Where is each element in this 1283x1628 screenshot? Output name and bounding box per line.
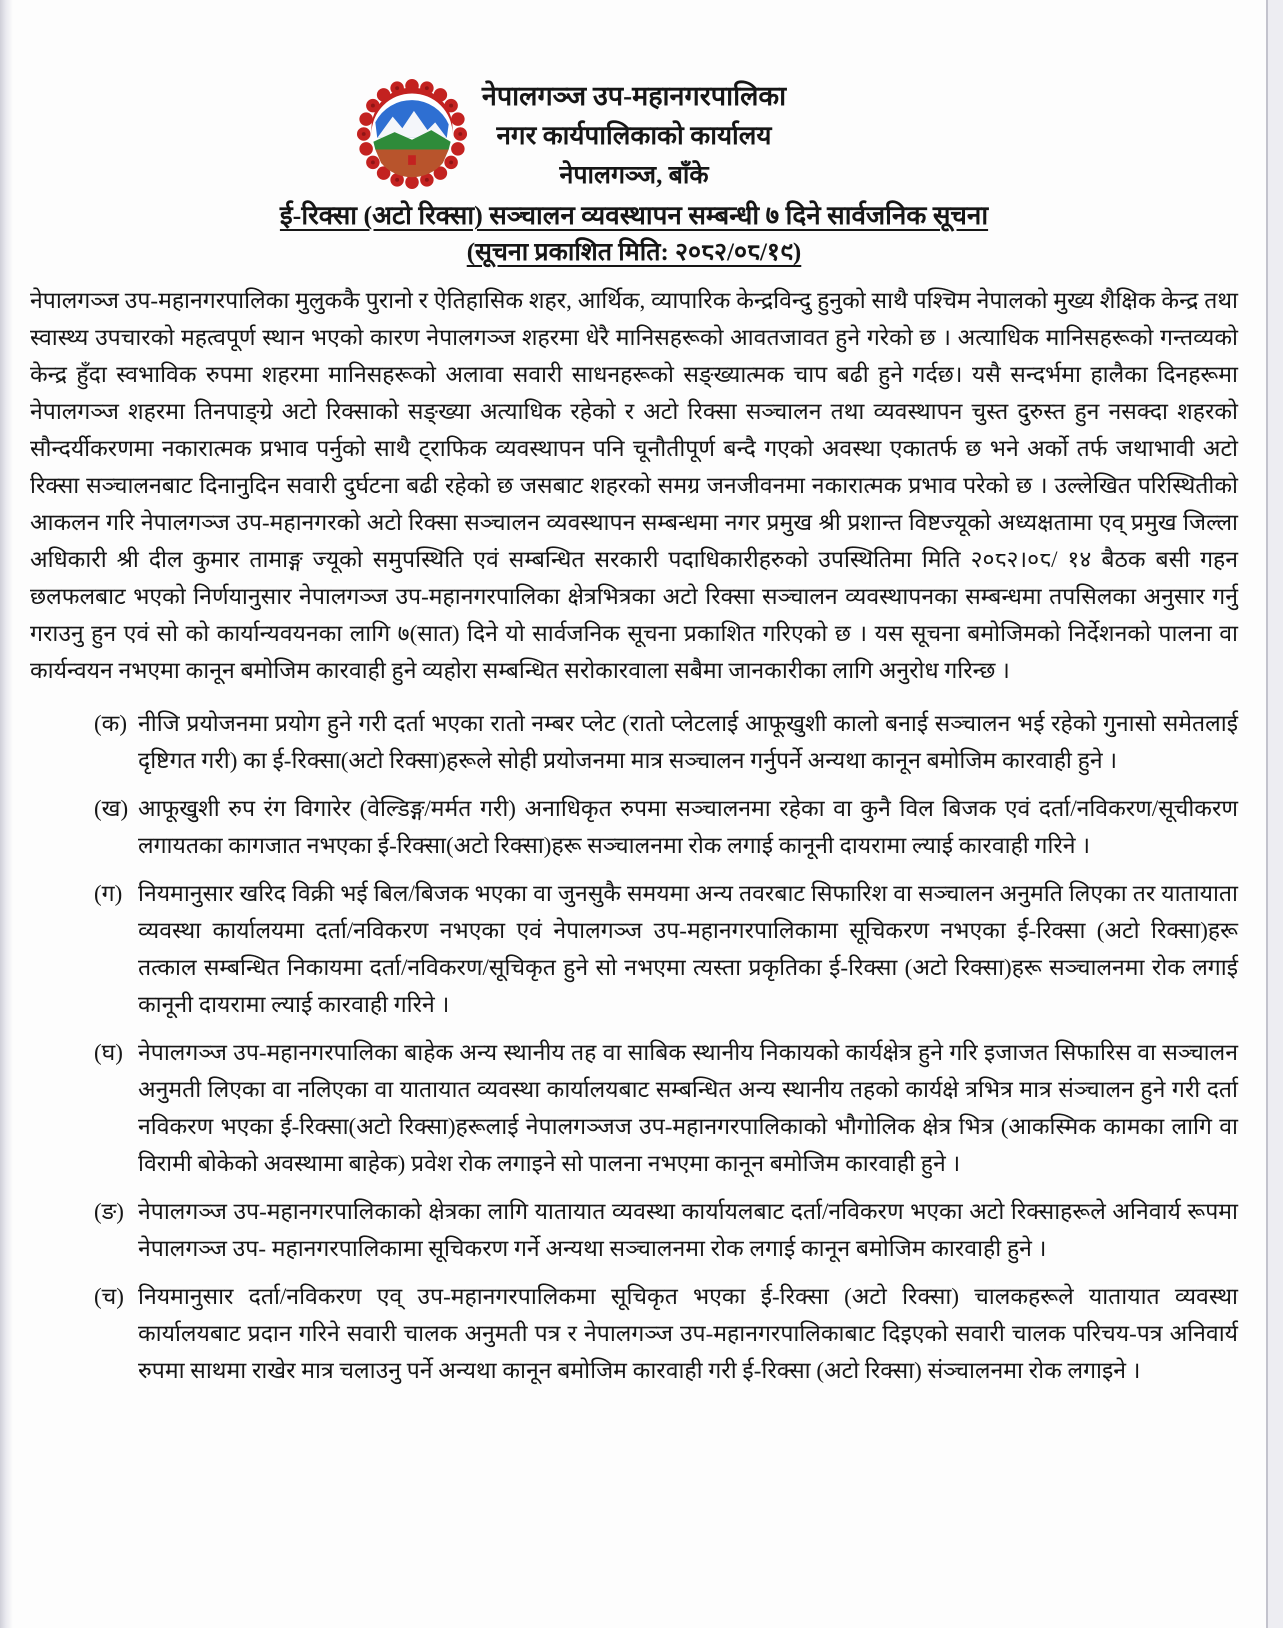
clause-nga bbox=[94, 1193, 1238, 1267]
page-scan-edge-left bbox=[0, 0, 13, 1628]
clause-text: नेपालगञ्ज उप-महानगरपालिका बाहेक अन्य स्थानीय तह वा साबिक स्थानीय निकायको कार्यक्षेत्र हुने गरि इजाजत सिफारिस वा सञ्चालन अनुमती लिएका वा नलिएका वा यातायात व्यवस्था कार्यालयबाट सम्बन्धित अन्य स्थानीय तहको कार्यक्षे त्रभित्र मात्र संञ्चालन हुने गरी दर्ता नविकरण भएका ई-रिक्सा(अटो रिक्सा)हरूलाई नेपालगञ्जज उप-महानगरपालिकाको भौगोलिक क्षेत्र भित्र (आकस्मिक कामका लागि वा विरामी बोकेको अवस्थामा बाहेक) प्रवेश रोक लगाइने सो पालना नभएमा कानून बमोजिम कारवाही हुने । bbox=[138, 1040, 1238, 1176]
clause-marker: (घ) bbox=[94, 1040, 123, 1065]
clause-marker: (क) bbox=[94, 711, 127, 736]
clause-cha bbox=[94, 1278, 1238, 1389]
clause-text: आफूखुशी रुप रंग विगारेर (वेल्डिङ्ग/मर्मत गरी) अनाधिकृत रुपमा सञ्चालनमा रहेका वा कुनै विल बिजक एवं दर्ता/नविकरण/सूचीकरण लगायतका कागजात नभएका ई-रिक्सा(अटो रिक्सा)हरू सञ्चालनमा रोक लगाई कानूनी दायरामा ल्याई कारवाही गरिने । bbox=[138, 796, 1238, 858]
page-scan-edge-right bbox=[1266, 0, 1283, 1628]
clause-marker: (ग) bbox=[94, 881, 123, 906]
published-date-line: (सूचना प्रकाशित मिति: २०८२/०८/१९) bbox=[466, 239, 802, 266]
clause-text: नेपालगञ्ज उप-महानगरपालिकाको क्षेत्रका लागि यातायात व्यवस्था कार्यायलबाट दर्ता/नविकरण भएका अटो रिक्साहरूले अनिवार्य रूपमा नेपालगञ्ज उप- महानगरपालिकामा सूचिकरण गर्ने अन्यथा सञ्चालनमा रोक लगाई कानून बमोजिम कारवाही हुने । bbox=[138, 1199, 1238, 1261]
clause-text: नियमानुसार खरिद विक्री भई बिल/बिजक भएका वा जुनसुकै समयमा अन्य तवरबाट सिफारिश वा सञ्चालन अनुमति लिएका तर यातायाता व्यवस्था कार्यालयमा दर्ता/नविकरण नभएका एवं नेपालगञ्ज उप-महानगरपालिकामा सूचिकरण नभएका ई-रिक्सा (अटो रिक्सा)हरू तत्काल सम्बन्धित निकायमा दर्ता/नविकरण/सूचिकृत हुने सो नभएमा त्यस्ता प्रकृतिका ई-रिक्सा (अटो रिक्सा)हरू सञ्चालनमा रोक लगाई कानूनी दायरामा ल्याई कारवाही गरिने । bbox=[138, 881, 1238, 1017]
organization-name: नेपालगञ्ज उप-महानगरपालिका bbox=[481, 81, 787, 111]
clause-marker: (ख) bbox=[94, 796, 129, 821]
clause-ka bbox=[94, 705, 1238, 779]
clause-text: नीजि प्रयोजनमा प्रयोग हुने गरी दर्ता भएका रातो नम्बर प्लेट (रातो प्लेटलाई आफूखुशी कालो बनाई सञ्चालन भई रहेको गुनासो समेतलाई दृष्टिगत गरी) का ई-रिक्सा(अटो रिक्सा)हरूले सोही प्रयोजनमा मात्र सञ्चालन गर्नुपर्ने अन्यथा कानून बमोजिम कारवाही हुने । bbox=[138, 711, 1238, 773]
clause-marker: (ङ) bbox=[94, 1199, 124, 1224]
office-location: नेपालगञ्ज, बाँके bbox=[559, 162, 709, 189]
clause-marker: (च) bbox=[94, 1284, 124, 1309]
clause-text: नियमानुसार दर्ता/नविकरण एव् उप-महानगरपालिकमा सूचिकृत भएका ई-रिक्सा (अटो रिक्सा) चालकहरूले यातायात व्यवस्था कार्यालयबाट प्रदान गरिने सवारी चालक अनुमती पत्र र नेपालगञ्ज उप-महानगरपालिकाबाट दिइएको सवारी चालक परिचय-पत्र अनिवार्य रुपमा साथमा राखेर मात्र चलाउनु पर्ने अन्यथा कानून बमोजिम कारवाही गरी ई-रिक्सा (अटो रिक्सा) संञ्चालनमा रोक लगाइने । bbox=[138, 1284, 1238, 1383]
notice-title: ई-रिक्सा (अटो रिक्सा) सञ्चालन व्यवस्थापन सम्बन्धी ७ दिने सार्वजनिक सूचना bbox=[279, 201, 989, 230]
office-name: नगर कार्यपालिकाको कार्यालय bbox=[496, 121, 772, 150]
clause-kha bbox=[94, 790, 1238, 864]
clause-gha bbox=[94, 1034, 1238, 1182]
nepal-government-emblem-icon bbox=[356, 78, 468, 190]
intro-paragraph: नेपालगञ्ज उप-महानगरपालिका मुलुककै पुरानो र ऐतिहासिक शहर, आर्थिक, व्यापारिक केन्द्रविन्दु हुनुको साथै पश्चिम नेपालको मुख्य शैक्षिक केन्द्र तथा स्वास्थ्य उपचारको महत्वपूर्ण स्थान भएको कारण नेपालगञ्ज शहरमा धेरै मानिसहरूको आवतजावत हुने गरेको छ । अत्याधिक मानिसहरूको गन्तव्यको केन्द्र हुँदा स्वभाविक रुपमा शहरमा मानिसहरूको अलावा सवारी साधनहरूको सङ्ख्यात्मक चाप बढी हुने गर्दछ। यसै सन्दर्भमा हालैका दिनहरूमा नेपालगञ्ज शहरमा तिनपाङ्ग्रे अटो रिक्साको सङ्ख्या अत्याधिक रहेको र अटो रिक्सा सञ्चालन तथा व्यवस्थापन चुस्त दुरुस्त हुन नसक्दा शहरको सौन्दर्यीकरणमा नकारात्मक प्रभाव पर्नुको साथै ट्राफिक व्यवस्थापन पनि चूनौतीपूर्ण बन्दै गएको अवस्था एकातर्फ छ भने अर्को तर्फ जथाभावी अटो रिक्सा सञ्चालनबाट दिनानुदिन सवारी दुर्घटना बढी रहेको छ जसबाट शहरको समग्र जनजीवनमा नकारात्मक प्रभाव परेको छ । उल्लेखित परिस्थितीको आकलन गरि नेपालगञ्ज उप-महानगरको अटो रिक्सा सञ्चालन व्यवस्थापन सम्बन्धमा नगर प्रमुख श्री प्रशान्त विष्टज्यूको अध्यक्षतामा एव् प्रमुख जिल्ला अधिकारी श्री दील कुमार तामाङ्ग ज्यूको समुपस्थिति एवं सम्बन्धित सरकारी पदाधिकारीहरुको उपस्थितिमा मिति २०८२।०८/ १४ बैठक बसी गहन छलफलबाट भएको निर्णयानुसार नेपालगञ्ज उप-महानगरपालिका क्षेत्रभित्रका अटो रिक्सा सञ्चालन व्यवस्थापनका सम्बन्धमा तपसिलका अनुसार गर्नु गराउनु हुन एवं सो को कार्यान्यवयनका लागि ७(सात) दिने यो सार्वजनिक सूचना प्रकाशित गरिएको छ । यस सूचना बमोजिमको निर्देशनको पालना वा कार्यन्वयन नभएमा कानून बमोजिम कारवाही हुने व्यहोरा सम्बन्धित सरोकारवाला सबैमा जानकारीका लागि अनुरोध गरिन्छ । bbox=[30, 288, 1238, 683]
clause-list bbox=[94, 705, 1238, 1389]
clause-ga bbox=[94, 875, 1238, 1023]
letterhead bbox=[30, 76, 1238, 270]
document-content bbox=[30, 76, 1238, 1400]
